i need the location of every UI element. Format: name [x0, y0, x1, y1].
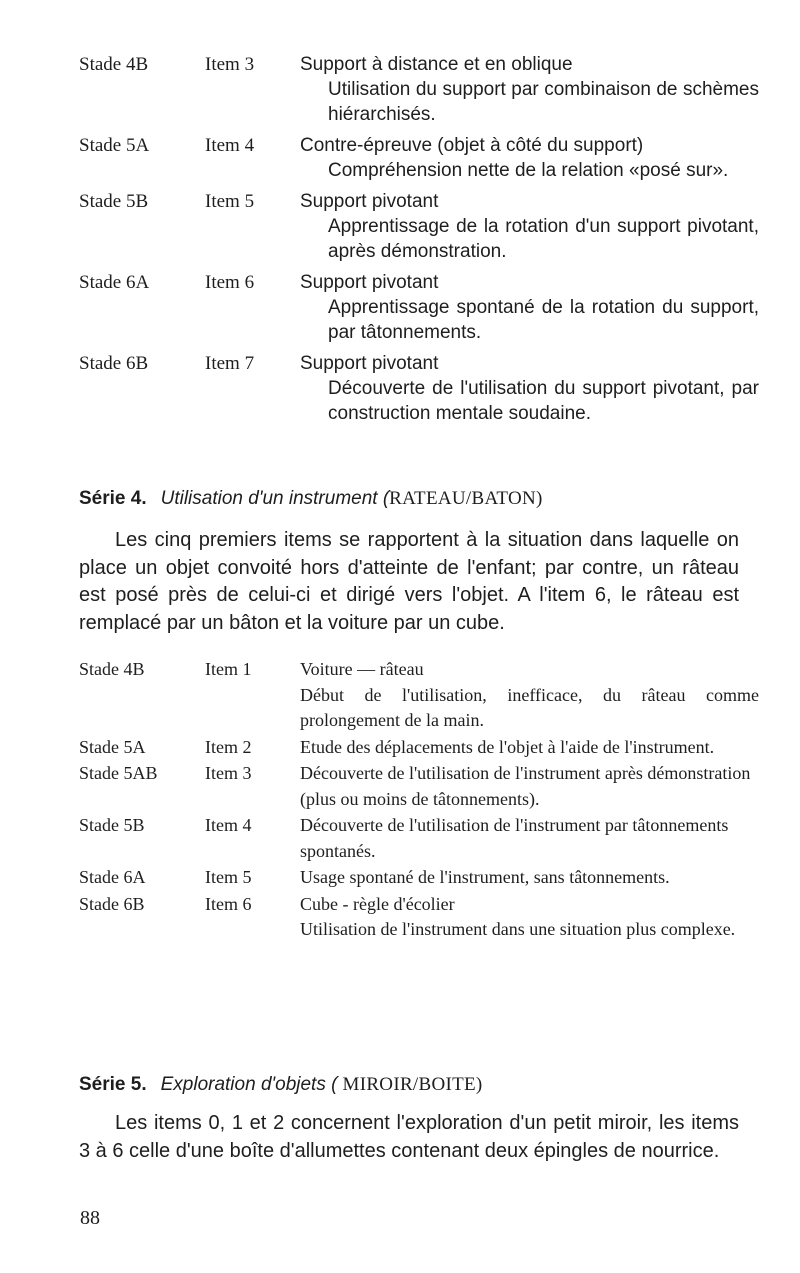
- stage-label: Stade 5B: [79, 191, 149, 212]
- item-label: Item 5: [205, 191, 255, 212]
- stage-label: Stade 4B: [79, 54, 149, 75]
- item-description: [300, 657, 759, 734]
- item-description: [300, 865, 759, 891]
- item-label: Item 1: [205, 659, 252, 679]
- stage-label: Stade 6B: [79, 353, 149, 374]
- stage-label: Stade 4B: [79, 659, 145, 679]
- table-row: [79, 189, 759, 264]
- item-title: Découverte de l'utilisation de l'instrument après démonstration (plus ou moins de tâtonnements).: [300, 763, 751, 809]
- item-detail: Apprentissage de la rotation d'un support pivotant, après démonstration.: [328, 216, 759, 262]
- series-5-paragraph: Les items 0, 1 et 2 concernent l'exploration d'un petit miroir, les items 3 à 6 celle d'une boîte d'allumettes contenant deux épingles de nourrice.: [79, 1112, 739, 1162]
- page-number: 88: [80, 1207, 100, 1229]
- item-detail: Utilisation de l'instrument dans une situation plus complexe.: [300, 919, 736, 939]
- table-row: [79, 735, 759, 761]
- item-label: Item 6: [205, 272, 255, 293]
- stage-label: Stade 6A: [79, 867, 146, 887]
- item-detail: Début de l'utilisation, inefficace, du râteau comme prolongement de la main.: [300, 684, 759, 730]
- item-description: [300, 892, 759, 943]
- item-title: Support à distance et en oblique: [300, 54, 573, 75]
- item-detail: Utilisation du support par combinaison de schèmes hiérarchisés.: [328, 79, 759, 125]
- item-title: Cube - règle d'écolier: [300, 893, 455, 914]
- item-description: [300, 52, 759, 127]
- series-4-paragraph: Les cinq premiers items se rapportent à la situation dans laquelle on place un objet convoité hors d'atteinte de l'enfant; par contre, un râteau est posé près de celui-ci et dirigé vers l'objet. A l'item 6, le râteau est remplacé par un bâton et la voiture par un cube.: [79, 529, 739, 634]
- series-4-heading: [79, 486, 543, 512]
- table-row: [79, 761, 759, 812]
- series-5-heading: [79, 1072, 483, 1098]
- table-row: [79, 52, 759, 127]
- table-row: [79, 813, 759, 864]
- series-title: Exploration d'objets (: [160, 1074, 338, 1095]
- item-description: [300, 735, 759, 761]
- item-title: Support pivotant: [300, 353, 439, 374]
- stage-label: Stade 5AB: [79, 763, 158, 783]
- table-row: [79, 892, 759, 943]
- item-label: Item 3: [205, 54, 255, 75]
- item-title: Support pivotant: [300, 191, 439, 212]
- stage-table-series-3: [79, 52, 759, 432]
- item-label: Item 5: [205, 867, 252, 887]
- table-row: [79, 270, 759, 345]
- stage-label: Stade 5A: [79, 736, 146, 757]
- stage-table-series-4: [79, 657, 759, 944]
- table-row: [79, 133, 759, 183]
- item-description: [300, 189, 759, 264]
- item-label: Item 3: [205, 763, 252, 783]
- series-title-caps: MIROIR/BOITE): [337, 1074, 483, 1095]
- item-description: [300, 813, 759, 864]
- item-title: Support pivotant: [300, 272, 439, 293]
- item-title: Contre-épreuve (objet à côté du support): [300, 135, 644, 156]
- item-title: Etude des déplacements de l'objet à l'aide de l'instrument.: [300, 736, 715, 757]
- item-title: Découverte de l'utilisation de l'instrument par tâtonnements spontanés.: [300, 815, 729, 861]
- stage-label: Stade 5B: [79, 815, 145, 835]
- item-description: [300, 133, 759, 183]
- item-description: [300, 270, 759, 345]
- item-label: Item 4: [205, 135, 255, 156]
- item-title: Voiture — râteau: [300, 659, 424, 679]
- series-title: Utilisation d'un instrument (: [160, 488, 390, 509]
- item-description: [300, 351, 759, 426]
- item-detail: Compréhension nette de la relation «posé sur».: [328, 160, 729, 181]
- stage-label: Stade 6B: [79, 893, 145, 914]
- item-detail: Découverte de l'utilisation du support pivotant, par construction mentale soudaine.: [328, 378, 759, 424]
- series-number: Série 4.: [79, 488, 147, 509]
- item-label: Item 2: [205, 736, 252, 757]
- item-label: Item 7: [205, 353, 255, 374]
- table-row: [79, 657, 759, 734]
- series-title-caps: RATEAU/BATON): [389, 488, 543, 509]
- item-detail: Apprentissage spontané de la rotation du support, par tâtonnements.: [328, 297, 759, 343]
- stage-label: Stade 6A: [79, 272, 150, 293]
- item-label: Item 6: [205, 893, 252, 914]
- table-row: [79, 865, 759, 891]
- stage-label: Stade 5A: [79, 135, 150, 156]
- item-description: [300, 761, 759, 812]
- series-number: Série 5.: [79, 1074, 147, 1095]
- item-label: Item 4: [205, 815, 252, 835]
- table-row: [79, 351, 759, 426]
- item-title: Usage spontané de l'instrument, sans tâtonnements.: [300, 867, 670, 887]
